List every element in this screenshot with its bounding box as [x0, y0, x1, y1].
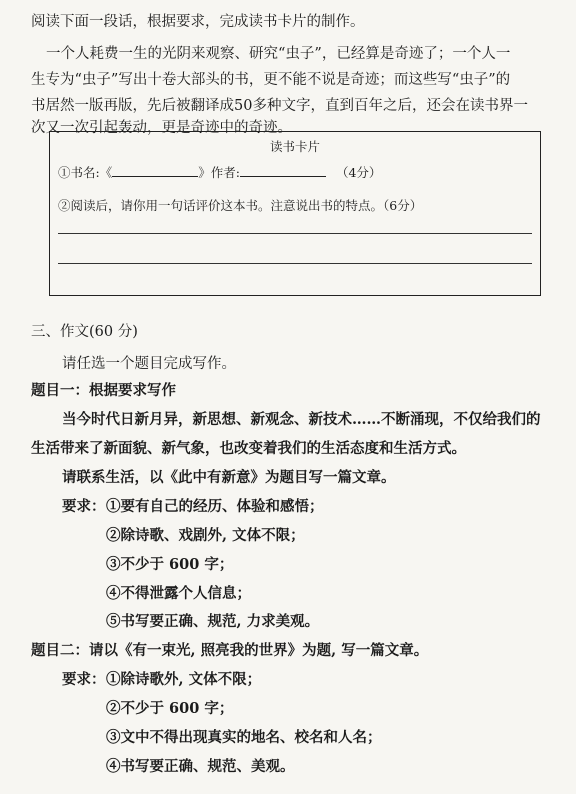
topic1-requirement: ③不少于 600 字； — [106, 556, 234, 573]
author-blank[interactable] — [240, 163, 326, 177]
topic2-requirement: ②不少于 600 字； — [106, 700, 234, 717]
topic2-requirement: ①除诗歌外, 文体不限； — [106, 671, 262, 688]
reading-card — [49, 131, 541, 296]
paragraph-line: 一个人耗费一生的光阴来观察、研究“虫子”，已经算是奇迹了；一个人一 — [46, 46, 511, 62]
answer-line[interactable] — [58, 263, 532, 264]
card-item1-prefix: ①书名:《 — [58, 165, 113, 180]
card-item-book — [58, 163, 381, 182]
card-item1-score: （4分） — [335, 165, 382, 180]
topic1-heading: 题目一：根据要求写作 — [31, 382, 176, 399]
card-item-review: ②阅读后，请你用一句话评价这本书。注意说出书的特点。（6分） — [58, 198, 423, 213]
card-item1-mid: 》作者: — [198, 165, 240, 180]
topic2-req-label: 要求： — [62, 671, 106, 688]
topic1-body-line: 请联系生活，以《此中有新意》为题目写一篇文章。 — [62, 469, 396, 486]
paragraph-line: 次又一次引起轰动，更是奇迹中的奇迹。 — [31, 120, 292, 136]
paragraph-line: 生专为“虫子”写出十卷大部头的书，更不能不说是奇迹；而这些写“虫子”的 — [31, 72, 511, 88]
topic1-req-label: 要求： — [62, 498, 106, 515]
card-title: 读书卡片 — [269, 139, 320, 154]
topic1-requirement: ④不得泄露个人信息； — [106, 585, 251, 602]
topic1-requirement: ①要有自己的经历、体验和感悟； — [106, 498, 324, 515]
intro-text: 阅读下面一段话，根据要求，完成读书卡片的制作。 — [31, 14, 365, 30]
topic2-requirement: ③文中不得出现真实的地名、校名和人名； — [106, 729, 382, 746]
answer-line[interactable] — [58, 233, 532, 234]
topic1-body-line: 当今时代日新月异，新思想、新观念、新技术……不断涌现，不仅给我们的 — [62, 411, 541, 428]
topic2-heading: 题目二：请以《有一束光, 照亮我的世界》为题, 写一篇文章。 — [31, 642, 429, 659]
topic2-requirement: ④书写要正确、规范、美观。 — [106, 758, 295, 775]
book-title-blank[interactable] — [112, 163, 198, 177]
topic1-requirement: ②除诗歌、戏剧外, 文体不限； — [106, 527, 305, 544]
topic1-body-line: 生活带来了新面貌、新气象，也改变着我们的生活态度和生活方式。 — [31, 440, 466, 457]
topic1-requirement: ⑤书写要正确、规范, 力求美观。 — [106, 613, 320, 630]
paragraph-line: 书居然一版再版，先后被翻译成50多种文字，直到百年之后，还会在读书界一 — [31, 98, 528, 114]
section-heading: 三、作文(60 分) — [31, 324, 138, 340]
instruction-text: 请任选一个题目完成写作。 — [62, 356, 236, 372]
